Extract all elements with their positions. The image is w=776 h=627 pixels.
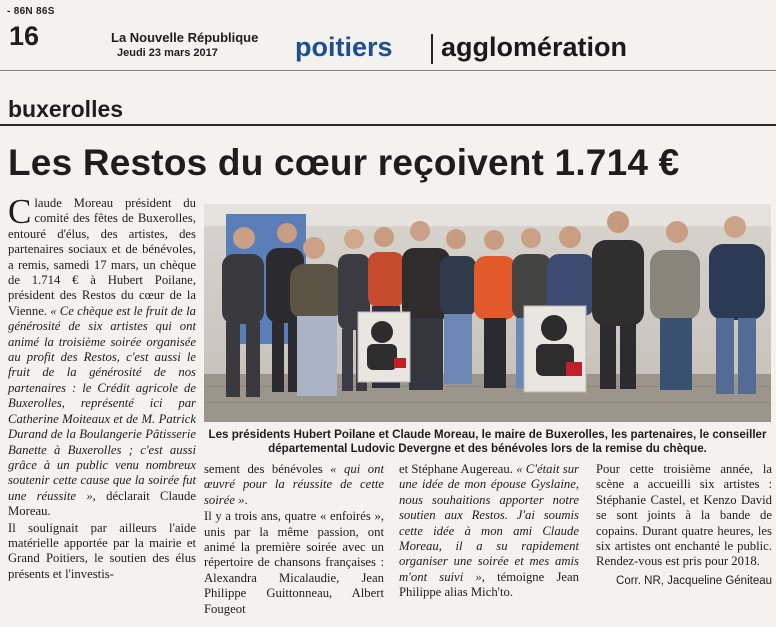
paragraph: Il y a trois ans, quatre « enfoirés », unis par la même passion, ont animé la première soirée avec un répertoire de chansons françaises : Alexandra Micalaudie, Jean Philippe Guittonneau, Albert Fougeot xyxy=(204,509,384,616)
article-headline: Les Restos du cœur reçoivent 1.714 € xyxy=(8,142,680,183)
text-run: , déclarait Claude Moreau. xyxy=(8,488,196,519)
article-column-2 xyxy=(204,462,384,617)
artist-poster xyxy=(358,312,410,382)
article-photo xyxy=(204,204,771,422)
author-byline: Corr. NR, Jacqueline Géniteau xyxy=(616,574,772,587)
header-rule xyxy=(0,70,776,71)
article-column-3 xyxy=(399,462,579,601)
quote: « C'était sur une idée de mon épouse Gyslaine, nous souhaitions apporter notre soutien aux Restos. J'ai soumis cette idée à mon ami Claude Moreau, il a su rapidement organiser une soirée et mes amis m'ont suivi » xyxy=(399,462,579,584)
kicker-rule xyxy=(0,124,776,126)
paragraph xyxy=(204,462,384,508)
paragraph: Pour cette troisième année, la scène a accueilli six artistes : Stéphanie Castel, et Kenzo David se sont joints à la bande de copains. Durant quatre heures, les six artistes ont enchanté le public. Rendez-vous est pris pour 2018. xyxy=(596,462,772,569)
text-run: , témoigne Jean Philippe alias Mich'to. xyxy=(399,569,579,600)
quote: « Ce chèque est le fruit de la générosité de six artistes qui ont animé la troisième soirée organisée au profit des Restos, c'est aussi le fruit de la générosité de nos partenaires : le Crédit agricole de Buxerolles, représenté ici par Catherine Moiteaux et de M. Patrick Durand de la Boulangerie Pâtisserie Banette à Buxerolles ; c'est aussi grâce à un public venu nombreux soutenir cette cause que la soirée fut une réussite » xyxy=(8,303,196,503)
page-number: 16 xyxy=(9,21,40,51)
photo-caption: Les présidents Hubert Poilane et Claude Moreau, le maire de Buxerolles, les partenaires, le conseiller départemental Ludovic Devergne et des bénévoles lors de la remise du chèque. xyxy=(208,428,767,455)
section-title: agglomération xyxy=(441,32,628,62)
edition-code: - 86N 86S xyxy=(7,6,55,17)
newspaper-name: La Nouvelle République xyxy=(111,30,259,45)
text-run: et Stéphane Augereau. xyxy=(399,462,517,476)
paragraph xyxy=(8,192,196,520)
article-kicker: buxerolles xyxy=(8,96,124,122)
rubric-divider xyxy=(431,34,433,64)
issue-date: Jeudi 23 mars 2017 xyxy=(117,47,218,59)
text-run: sement des bénévoles xyxy=(204,462,331,476)
article-column-1 xyxy=(8,192,196,582)
text-run: . xyxy=(244,492,248,507)
paragraph xyxy=(399,462,579,601)
text-run: laude Moreau président du comité des fêtes de Buxerolles, entouré d'élus, des artistes, des partenaires sociaux et de bénévoles, a remis, samedi 17 mars, un chèque de 1.714 € à Hubert Poilane, président des Restos du cœur de la Vienne. xyxy=(8,196,196,318)
paragraph: Il soulignait par ailleurs l'aide matérielle apportée par la mairie et Grand Poitiers, le soutien des élus présents et l'investis- xyxy=(8,520,196,581)
artist-poster xyxy=(524,306,586,392)
group-photo xyxy=(204,204,771,422)
article-column-4 xyxy=(596,462,772,589)
city-rubric: poitiers xyxy=(295,32,393,62)
drop-cap: C xyxy=(8,192,32,231)
quote: « qui ont œuvré pour la réussite de cette soirée » xyxy=(204,462,384,507)
